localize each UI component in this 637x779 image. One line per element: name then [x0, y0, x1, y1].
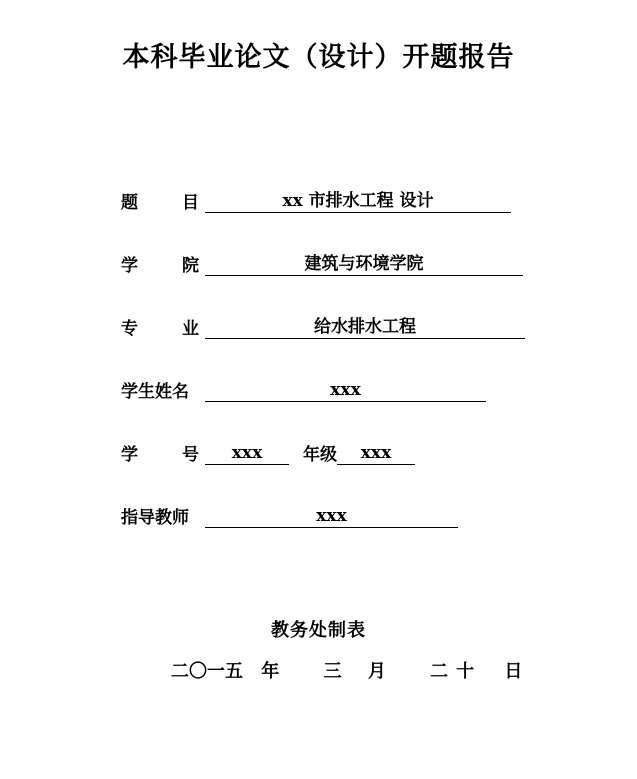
advisor-field [121, 502, 458, 528]
major-value: 给水排水工程 [205, 317, 525, 339]
advisor-label: 指导教师 [121, 508, 189, 528]
topic-label-char-2: 目 [182, 193, 199, 213]
student-id-label-char-1: 学 [121, 445, 138, 465]
college-label [121, 256, 199, 276]
college-field [121, 250, 523, 276]
grade-value: xxx [337, 443, 415, 465]
date-year: 二〇一五 [171, 661, 243, 682]
student-id-field [121, 439, 415, 465]
student-name-label: 学生姓名 [121, 382, 189, 402]
topic-value: xx 市排水工程 设计 [205, 191, 511, 213]
college-label-char-2: 院 [182, 256, 199, 276]
major-label-char-2: 业 [182, 319, 199, 339]
date-month-unit: 月 [367, 661, 386, 682]
major-field [121, 313, 525, 339]
date-day: 二十 [430, 661, 483, 682]
date-day-unit: 日 [504, 661, 523, 682]
college-value: 建筑与环境学院 [205, 254, 523, 276]
advisor-value: xxx [205, 506, 458, 528]
topic-label [121, 193, 199, 213]
grade-label: 年级 [303, 445, 337, 465]
date-year-unit: 年 [261, 661, 280, 682]
student-id-label [121, 445, 199, 465]
topic-label-char-1: 题 [121, 193, 138, 213]
student-name-field [121, 376, 486, 402]
topic-field [121, 187, 511, 213]
student-id-label-char-2: 号 [182, 445, 199, 465]
major-label [121, 319, 199, 339]
date-month: 三 [323, 661, 342, 682]
report-date [171, 657, 522, 683]
student-id-value: xxx [205, 443, 289, 465]
student-name-value: xxx [205, 380, 486, 402]
issuer: 教务处制表 [271, 620, 366, 641]
page-title: 本科毕业论文（设计）开题报告 [122, 42, 515, 73]
major-label-char-1: 专 [121, 319, 138, 339]
college-label-char-1: 学 [121, 256, 138, 276]
